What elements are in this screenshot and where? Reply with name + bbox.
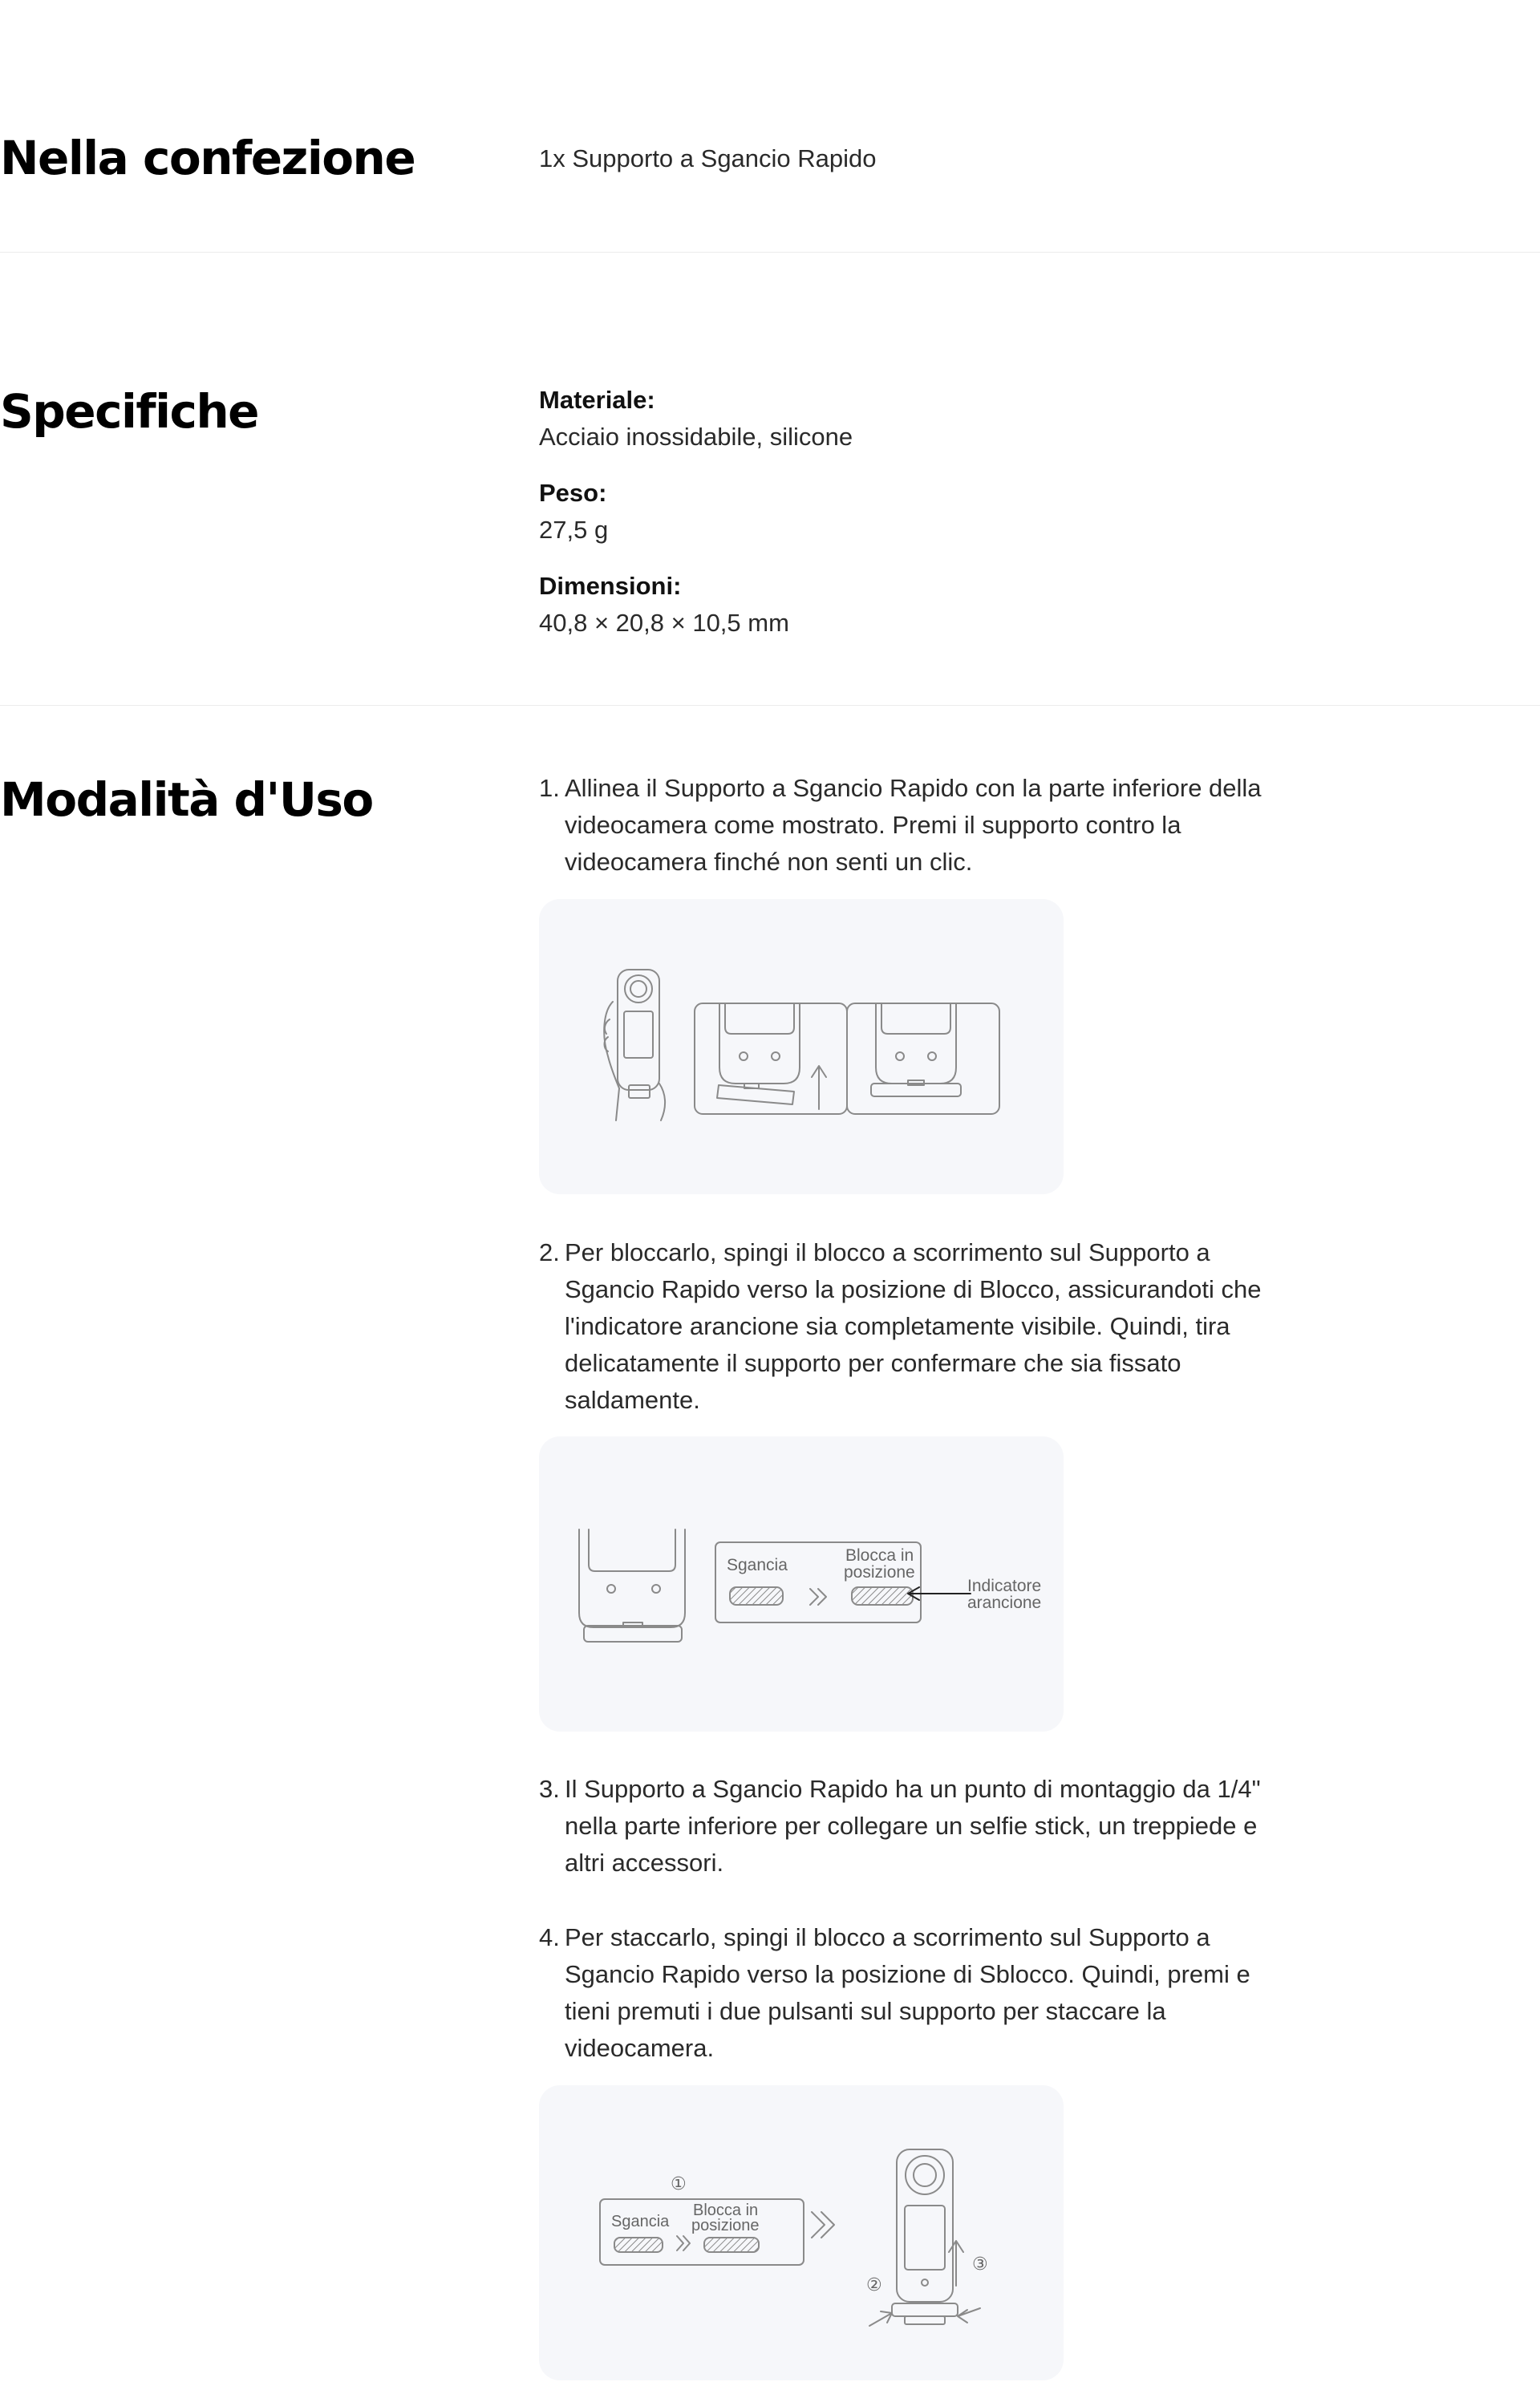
press-arrow-left-icon bbox=[869, 2311, 892, 2326]
lock-label-line1: Blocca in bbox=[693, 2202, 759, 2219]
step-number: 2. bbox=[539, 1238, 560, 1266]
specs-list bbox=[539, 382, 1285, 661]
box-content bbox=[539, 140, 1285, 177]
panel-2 bbox=[847, 1003, 999, 1114]
spec-label-weight: Peso: bbox=[539, 479, 607, 507]
press-arrow-right-icon bbox=[958, 2308, 980, 2323]
camera-bottom-icon bbox=[876, 1003, 956, 1084]
usage-step-3 bbox=[539, 1771, 1285, 1882]
step-number: 4. bbox=[539, 1923, 560, 1951]
camera-bottom-icon bbox=[719, 1003, 800, 1084]
step-text: Il Supporto a Sgancio Rapido ha un punto di montaggio da 1/4" nella parte inferiore per collegare un selfie stick, un treppiede e altri accessori. bbox=[565, 1775, 1261, 1877]
divider bbox=[0, 705, 1540, 706]
indicator-label-line2: arancione bbox=[967, 1594, 1042, 1612]
usage-step-1 bbox=[539, 770, 1285, 881]
marker-3: ③ bbox=[972, 2254, 988, 2274]
usage-step-2 bbox=[539, 1234, 1285, 1419]
indicator-label-line1: Indicatore bbox=[967, 1577, 1042, 1595]
chevron-right-icon bbox=[677, 2236, 690, 2250]
box-heading: Nella confezione bbox=[0, 131, 415, 185]
figure-detach-illustration bbox=[539, 2085, 1064, 2380]
marker-1: ① bbox=[671, 2173, 687, 2194]
lock-label-line2: posizione bbox=[844, 1563, 915, 1582]
release-label: Sgancia bbox=[727, 1556, 788, 1574]
spec-value-dimensions: 40,8 × 20,8 × 10,5 mm bbox=[539, 609, 789, 637]
slider-locked-icon bbox=[704, 2238, 759, 2252]
mount-attached-icon bbox=[871, 1080, 961, 1096]
spec-label-dimensions: Dimensioni: bbox=[539, 572, 682, 600]
spec-value-material: Acciaio inossidabile, silicone bbox=[539, 423, 853, 451]
step-text: Per bloccarlo, spingi il blocco a scorrimento sul Supporto a Sgancio Rapido verso la posizione di Blocco, assicurandoti che l'indicatore arancione sia completamente visibile. Quindi, tira delicatamente il supporto per confermare che sia fissato saldamente. bbox=[565, 1238, 1262, 1414]
mount-icon bbox=[717, 1084, 794, 1104]
chevron-right-icon bbox=[810, 1589, 826, 1605]
spec-value-weight: 27,5 g bbox=[539, 516, 609, 544]
step-text: Allinea il Supporto a Sgancio Rapido con la parte inferiore della videocamera come mostrato. Premi il supporto contro la videocamera finché non senti un clic. bbox=[565, 774, 1262, 876]
divider bbox=[0, 252, 1540, 253]
arrow-up-icon bbox=[949, 2241, 963, 2286]
slider-released-icon bbox=[730, 1587, 783, 1605]
box-item: 1x Supporto a Sgancio Rapido bbox=[539, 144, 877, 172]
step-number: 1. bbox=[539, 774, 560, 802]
slider-released-icon bbox=[614, 2238, 663, 2252]
usage-heading: Modalità d'Uso bbox=[0, 772, 373, 827]
hand-holding-camera-icon bbox=[604, 970, 665, 1120]
indicator-arrow-icon bbox=[908, 1587, 971, 1600]
release-label: Sgancia bbox=[611, 2213, 670, 2230]
camera-standing-icon bbox=[892, 2149, 958, 2324]
figure-attach-illustration bbox=[539, 899, 1064, 1194]
lock-label-line1: Blocca in bbox=[845, 1546, 914, 1565]
specs-heading: Specifiche bbox=[0, 384, 259, 439]
lock-label-line2: posizione bbox=[691, 2217, 760, 2234]
chevron-right-large-icon bbox=[812, 2212, 834, 2238]
camera-with-mount-icon bbox=[579, 1529, 685, 1642]
step-number: 3. bbox=[539, 1775, 560, 1803]
usage-step-4 bbox=[539, 1919, 1285, 2067]
spec-label-material: Materiale: bbox=[539, 386, 655, 414]
marker-2: ② bbox=[866, 2275, 882, 2295]
step-text: Per staccarlo, spingi il blocco a scorrimento sul Supporto a Sgancio Rapido verso la posizione di Sblocco. Quindi, premi e tieni premuti i due pulsanti sul supporto per staccare la videocamera. bbox=[565, 1923, 1250, 2062]
figure-lock-illustration bbox=[539, 1436, 1064, 1732]
arrow-up-icon bbox=[812, 1066, 826, 1109]
slider-locked-icon bbox=[852, 1587, 913, 1605]
